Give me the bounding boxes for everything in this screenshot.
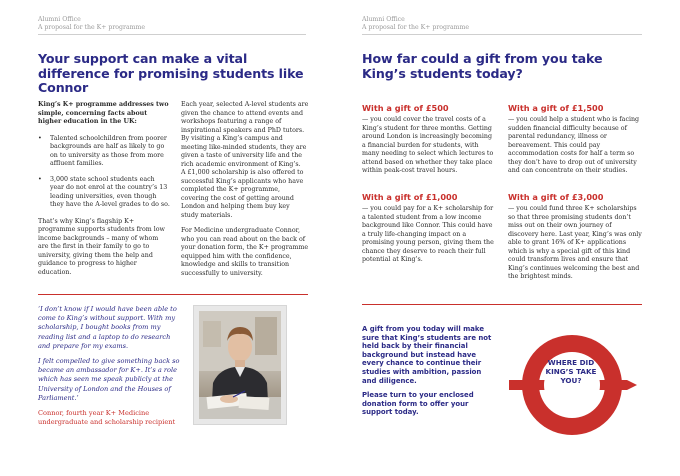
gift-3000 [508,192,642,282]
roundel-line-2: KING’S TAKE [545,367,597,377]
student-portrait-illustration [199,311,281,419]
header-subtitle: A proposal for the K+ programme [362,24,470,31]
right-header-rule [362,34,642,35]
right-divider [362,304,642,305]
flagship-paragraph: That’s why King’s flagship K+ programme supports students from low income backgrounds – many of whom are the first in their family to go to university, giving them the help and guidance to progress to higher education. [38,217,165,276]
gift-1500-text: — you could help a student who is facing sudden financial difficulty because of parental redundancy, illness or bereavement. This could pay accommodation costs for half a term so they don’t have to drop out of university and can concentrate on their studies. [508,116,640,174]
gift-1500 [508,103,642,176]
left-column-1 [38,101,170,284]
gift-1000 [362,192,494,265]
facts-list [38,135,170,210]
right-page-header [362,16,469,32]
each-year-paragraph: Each year, selected A-level students are given the chance to attend events and workshops featuring a range of inspirational speakers and PhD tutors. By visiting a King’s campus and meeting like-minded students, they are given a taste of university life and the rich academic environment of King’s. [181,101,309,168]
left-column-2 [181,101,309,285]
gift-500-text: — you could cover the travel costs of a King’s student for three months. Getting around London is increasingly becoming a financial burden for students, with many needing to select which lectures to attend based on whether they take place within peak-cost travel hours. [362,116,494,174]
gift-3000-text: — you could fund three K+ scholarships so that three promising students don’t miss out on their own journey of discovery here. Last year, King’s was only able to grant 16% of K+ applications which is why a special gift of this kind could transform lives and ensure that King’s continues welcoming the best and the brightest minds. [508,205,642,280]
gift-500-title: With a gift of £500 [362,103,449,113]
right-headline: How far could a gift from you take King’s students today? [362,51,603,81]
scholarship-paragraph: A £1,000 scholarship is also offered to successful King’s applicants who have completed the K+ programme, covering the cost of getting around London and helping them buy key study materials. [181,169,304,219]
quote-paragraph-2: I felt compelled to give something back so became an ambassador for K+. It’s a role which has seen me speak publicly at the University of London and the Houses of Parliament.’ [38,357,180,402]
left-header-rule [38,34,306,35]
left-divider [38,294,308,295]
quote-paragraph-1: ‘I don’t know if I would have been able to come to King’s without support. With my scholarship, I bought books from my reading list and a laptop to do research and prepare for my exams. [38,305,177,350]
fact-item: • Talented schoolchildren from poorer backgrounds are half as likely to go on to university as those from more affluent families. [38,135,170,169]
left-page-header [38,16,145,32]
header-subtitle: A proposal for the K+ programme [38,24,146,31]
fact-item: • 3,000 state school students each year do not enrol at the country’s 13 leading universities, even though they have the A-level grades to do so. [38,176,170,210]
header-org: Alumni Office [38,16,81,23]
cta-paragraph-2: Please turn to your enclosed donation form to offer your support today. [362,391,474,417]
connor-paragraph: For Medicine undergraduate Connor, who you can read about on the back of your donation form, the K+ programme equipped him with the confidence, knowledge and skills to transition successfully to university. [181,227,309,277]
call-to-action [362,325,492,423]
header-org: Alumni Office [362,16,405,23]
roundel-label [523,358,619,386]
left-headline: Your support can make a vital difference for promising students like Connor [38,51,304,95]
connor-photo [199,311,281,419]
roundel-line-3: YOU? [560,376,582,386]
gift-3000-title: With a gift of £3,000 [508,192,604,202]
cta-paragraph-1: A gift from you today will make sure that King’s students are not held back by their financial background but instead have every chance to continue their studies with ambition, passion and diligence. [362,325,492,385]
roundel-line-1: WHERE DID [547,358,595,367]
gift-500 [362,103,494,176]
gift-1000-text: — you could pay for a K+ scholarship for a talented student from a low income background like Connor. This could have a truly life-changing impact on a promising young person, giving them the chance they deserve to reach their full potential at King’s. [362,205,494,263]
quote-attribution: Connor, fourth year K+ Medicine undergraduate and scholarship recipient [38,409,176,427]
connor-photo-frame [193,305,287,425]
gift-1000-title: With a gift of £1,000 [362,192,458,202]
connor-quote [38,305,180,433]
intro-text: King’s K+ programme addresses two simple, concerning facts about higher education in the UK: [38,101,169,125]
gift-1500-title: With a gift of £1,500 [508,103,604,113]
